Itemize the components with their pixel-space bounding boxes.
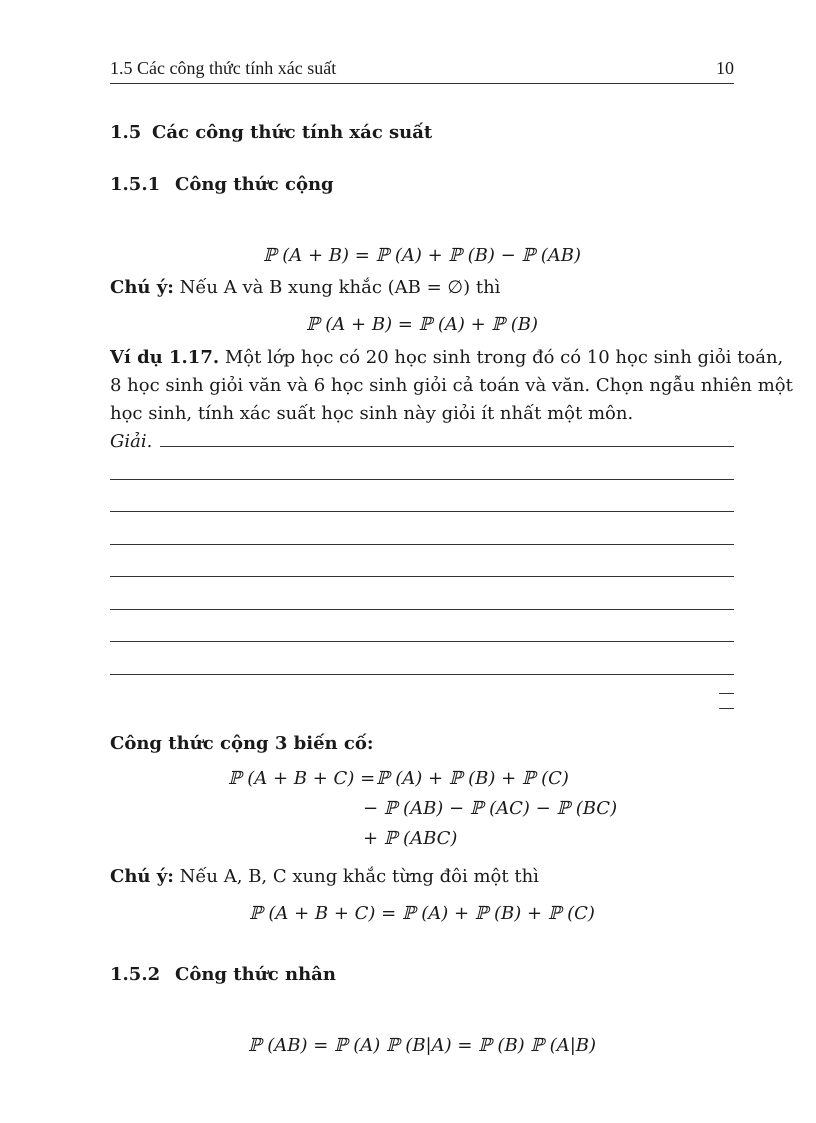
subsection-title: Công thức cộng [175, 174, 334, 195]
subsection-number: 1.5.2 [110, 964, 161, 985]
example-paragraph [110, 344, 793, 428]
answer-line [110, 544, 734, 545]
formula-addition-three-disjoint: ℙ (A + B + C) = ℙ (A) + ℙ (B) + ℙ (C) [249, 903, 595, 924]
formula-three-lhs: ℙ (A + B + C) = [228, 768, 376, 789]
answer-line [110, 674, 734, 675]
example-label: Ví dụ 1.17. [110, 347, 220, 368]
answer-line [160, 446, 734, 447]
example-line-2: 8 học sinh giỏi văn và 6 học sinh giỏi cả toán và văn. Chọn ngẫu nhiên một [110, 375, 793, 396]
section-number: 1.5 [110, 122, 142, 143]
formula-addition: ℙ (A + B) = ℙ (A) + ℙ (B) − ℙ (AB) [263, 245, 581, 266]
formula-three-line-3: + ℙ (ABC) [363, 828, 458, 849]
formula-addition-disjoint: ℙ (A + B) = ℙ (A) + ℙ (B) [306, 314, 538, 335]
answer-line [110, 479, 734, 480]
formula-three-line-1: ℙ (A) + ℙ (B) + ℙ (C) [376, 768, 569, 789]
note-text: Nếu A, B, C xung khắc từng đôi một thì [179, 866, 539, 887]
subsection-number: 1.5.1 [110, 174, 161, 195]
example-line-3: học sinh, tính xác suất học sinh này giỏi ít nhất một môn. [110, 403, 634, 424]
answer-line [110, 641, 734, 642]
section-title: Các công thức tính xác suất [152, 122, 433, 143]
note-disjoint [110, 277, 500, 298]
subsection-heading-multiplication [110, 964, 336, 985]
formula-three-line-2: − ℙ (AB) − ℙ (AC) − ℙ (BC) [363, 798, 618, 819]
end-mark-icon [719, 693, 734, 694]
note-text: Nếu A và B xung khắc (AB = ∅) thì [179, 277, 501, 298]
note-label: Chú ý: [110, 277, 174, 298]
note-pairwise-disjoint [110, 866, 539, 887]
section-heading [110, 122, 432, 143]
running-header-title: 1.5 Các công thức tính xác suất [110, 58, 337, 78]
solution-label: Giải. [110, 431, 153, 452]
end-mark-icon [719, 708, 734, 709]
page-number: 10 [716, 58, 734, 78]
subsection-heading-addition [110, 174, 334, 195]
three-events-heading: Công thức cộng 3 biến cố: [110, 733, 374, 754]
note-label: Chú ý: [110, 866, 174, 887]
header-rule [110, 83, 734, 84]
subsection-title: Công thức nhân [175, 964, 336, 985]
formula-multiplication: ℙ (AB) = ℙ (A) ℙ (B|A) = ℙ (B) ℙ (A|B) [247, 1035, 597, 1056]
answer-line [110, 576, 734, 577]
answer-line [110, 511, 734, 512]
answer-line [110, 609, 734, 610]
example-line-1: Một lớp học có 20 học sinh trong đó có 10 học sinh giỏi toán, [224, 347, 784, 368]
